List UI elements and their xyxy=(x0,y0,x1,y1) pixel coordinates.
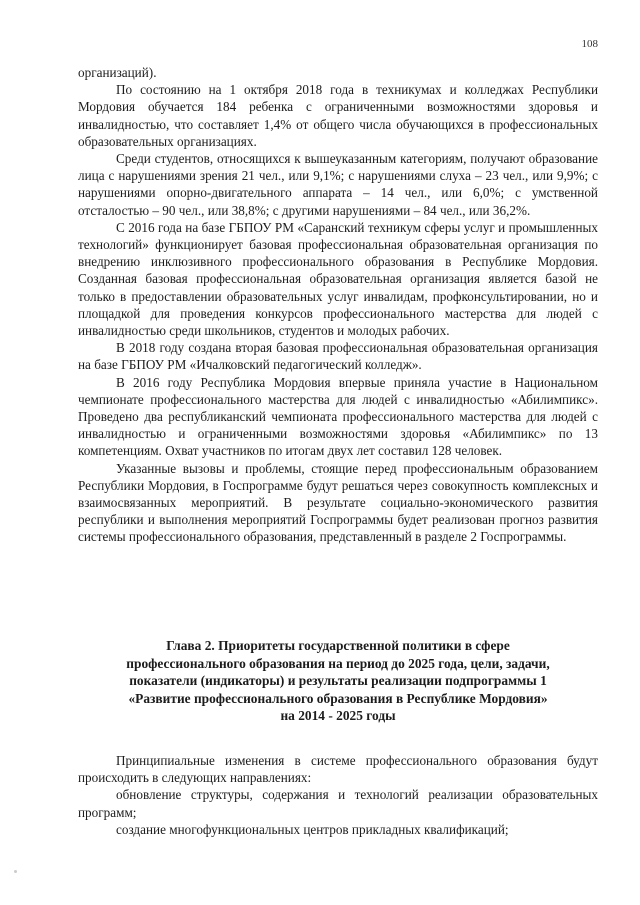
chapter-heading-line: показатели (индикаторы) и результаты реализации подпрограммы 1 xyxy=(129,673,547,688)
chapter-heading-line: на 2014 - 2025 годы xyxy=(280,708,396,723)
paragraph-second-organization: В 2018 году создана вторая базовая профессиональная образовательная организация на базе ГБПОУ РМ «Ичалковский педагогический колледж». xyxy=(78,340,598,373)
paragraph-list-item: создание многофункциональных центров прикладных квалификаций; xyxy=(116,821,509,837)
body-text-upper xyxy=(78,64,598,546)
paragraph-principal-changes: Принципиальные изменения в системе профессионального образования будут происходить в следующих направлениях: xyxy=(78,753,598,786)
paragraph-base-organization: С 2016 года на базе ГБПОУ РМ «Саранский техникум сферы услуг и промышленных технологий» функционирует базовая профессиональная образовательная организация по внедрению инклюзивного профессионального образования в Республике Мордовия. Созданная базовая профессиональная образовательная организация является базой не только в предоставлении образовательных услуг инвалидам, профконсультировании, но и площадкой для проведения конкурсов профессионального мастерства для людей с инвалидностью среди школьников, студентов и молодых рабочих. xyxy=(78,219,598,339)
chapter-heading-line: профессионального образования на период до 2025 года, цели, задачи, xyxy=(126,655,550,671)
chapter-heading-line: «Развитие профессионального образования в Республике Мордовия» xyxy=(128,690,548,706)
body-text-lower xyxy=(78,752,598,838)
chapter-heading-line: Глава 2. Приоритеты государственной политики в сфере xyxy=(166,638,510,653)
chapter-heading xyxy=(78,637,598,725)
paragraph-enrollment: По состоянию на 1 октября 2018 года в техникумах и колледжах Республики Мордовия обучается 184 ребенка с ограниченными возможностями здоровья и инвалидностью, что составляет 1,4% от общего числа обучающихся в профессиональных образовательных организациях. xyxy=(78,82,598,149)
paragraph-list-item: обновление структуры, содержания и технологий реализации образовательных программ; xyxy=(78,787,598,820)
paragraph-abilympics: В 2016 году Республика Мордовия впервые приняла участие в Национальном чемпионате профессионального мастерства для людей с инвалидностью «Абилимпикс». Проведено два республиканский чемпионата профессионального мастерства для людей с инвалидностью и ограниченными возможностями здоровья «Абилимпикс» по 13 компетенциям. Охват участников по итогам двух лет составил 128 человек. xyxy=(78,374,598,459)
page-number: 108 xyxy=(581,38,598,50)
paragraph-student-categories: Среди студентов, относящихся к вышеуказанным категориям, получают образование лица с нарушениями зрения 21 чел., или 9,1%; с нарушениями слуха – 23 чел., или 9,9%; с нарушениями опорно-двигательного аппарата – 14 чел., или 6,0%; с умственной отсталостью – 90 чел., или 38,8%; с другими нарушениями – 84 чел., или 36,2%. xyxy=(78,151,598,218)
scan-artifact xyxy=(14,870,17,873)
paragraph-challenges: Указанные вызовы и проблемы, стоящие перед профессиональным образованием Республики Мордовия, в Госпрограмме будут решаться через совокупность комплексных и взаимосвязанных мероприятий. В результате социально-экономического развития республики и выполнения мероприятий Госпрограммы будет реализован прогноз развития системы профессионального образования, представленный в разделе 2 Госпрограммы. xyxy=(78,460,598,545)
paragraph-continuation: организаций). xyxy=(78,65,157,80)
